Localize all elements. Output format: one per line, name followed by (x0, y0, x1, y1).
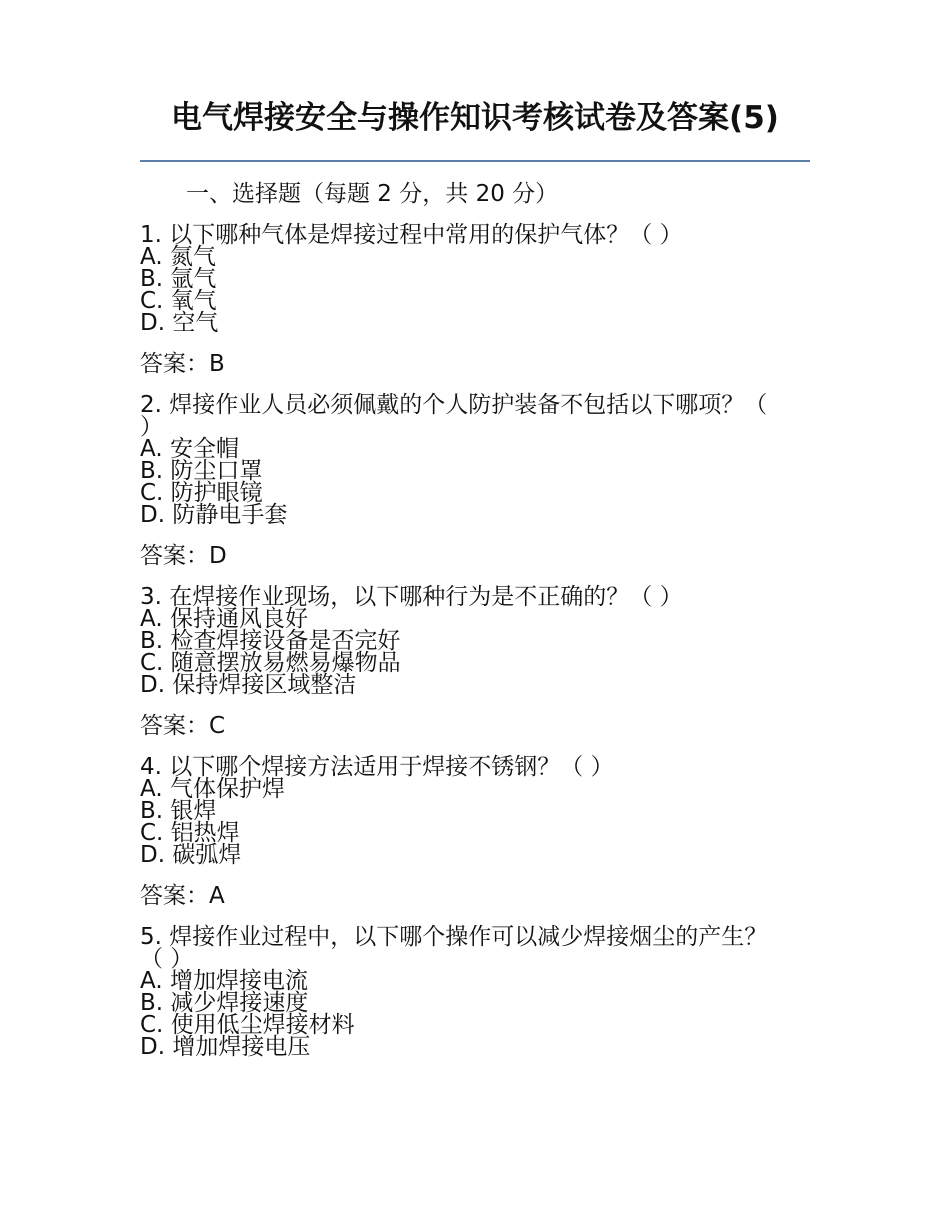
answer-text: 答案：D (140, 543, 227, 569)
question-text: 4. 以下哪个焊接方法适用于焊接不锈钢？（ ） (140, 754, 614, 780)
document-title: 电气焊接安全与操作知识考核试卷及答案(5) (171, 100, 779, 136)
option-list (140, 778, 780, 866)
question-text: 5. 焊接作业过程中，以下哪个操作可以减少焊接烟尘的产生？（ ） (140, 924, 768, 972)
option-d: D. 碳弧焊 (140, 842, 242, 868)
option-c: C. 防护眼镜 (140, 480, 263, 506)
question-text: 2. 焊接作业人员必须佩戴的个人防护装备不包括以下哪项？（ ） (140, 392, 768, 440)
question-3 (140, 586, 780, 740)
question-text: 1. 以下哪种气体是焊接过程中常用的保护气体？（ ） (140, 222, 683, 248)
option-c: C. 铝热焊 (140, 820, 240, 846)
option-a: A. 氮气 (140, 244, 216, 270)
option-list (140, 608, 780, 696)
option-c: C. 使用低尘焊接材料 (140, 1012, 355, 1038)
option-a: A. 安全帽 (140, 436, 239, 462)
answer-text: 答案：C (140, 713, 226, 739)
option-d: D. 防静电手套 (140, 502, 288, 528)
option-b: B. 防尘口罩 (140, 458, 263, 484)
option-d: D. 保持焊接区域整洁 (140, 672, 357, 698)
question-1 (140, 224, 780, 378)
option-d: D. 空气 (140, 310, 219, 336)
section-heading: 一、选择题（每题 2 分，共 20 分） (186, 181, 559, 207)
question-2 (140, 394, 780, 570)
option-b: B. 氩气 (140, 266, 217, 292)
answer-text: 答案：A (140, 883, 225, 909)
option-b: B. 银焊 (140, 798, 217, 824)
answer-text: 答案：B (140, 351, 225, 377)
option-c: C. 随意摆放易燃易爆物品 (140, 650, 401, 676)
title-underline (140, 160, 810, 162)
option-a: A. 气体保护焊 (140, 776, 285, 802)
question-text: 3. 在焊接作业现场，以下哪种行为是不正确的？（ ） (140, 584, 683, 610)
option-b: B. 检查焊接设备是否完好 (140, 628, 401, 654)
option-a: A. 增加焊接电流 (140, 968, 308, 994)
option-a: A. 保持通风良好 (140, 606, 308, 632)
option-d: D. 增加焊接电压 (140, 1034, 311, 1060)
option-list (140, 246, 780, 334)
option-list (140, 438, 780, 526)
question-4 (140, 756, 780, 910)
option-c: C. 氧气 (140, 288, 217, 314)
option-list (140, 970, 780, 1058)
option-b: B. 减少焊接速度 (140, 990, 309, 1016)
question-list (140, 224, 780, 1074)
question-5 (140, 926, 780, 1058)
